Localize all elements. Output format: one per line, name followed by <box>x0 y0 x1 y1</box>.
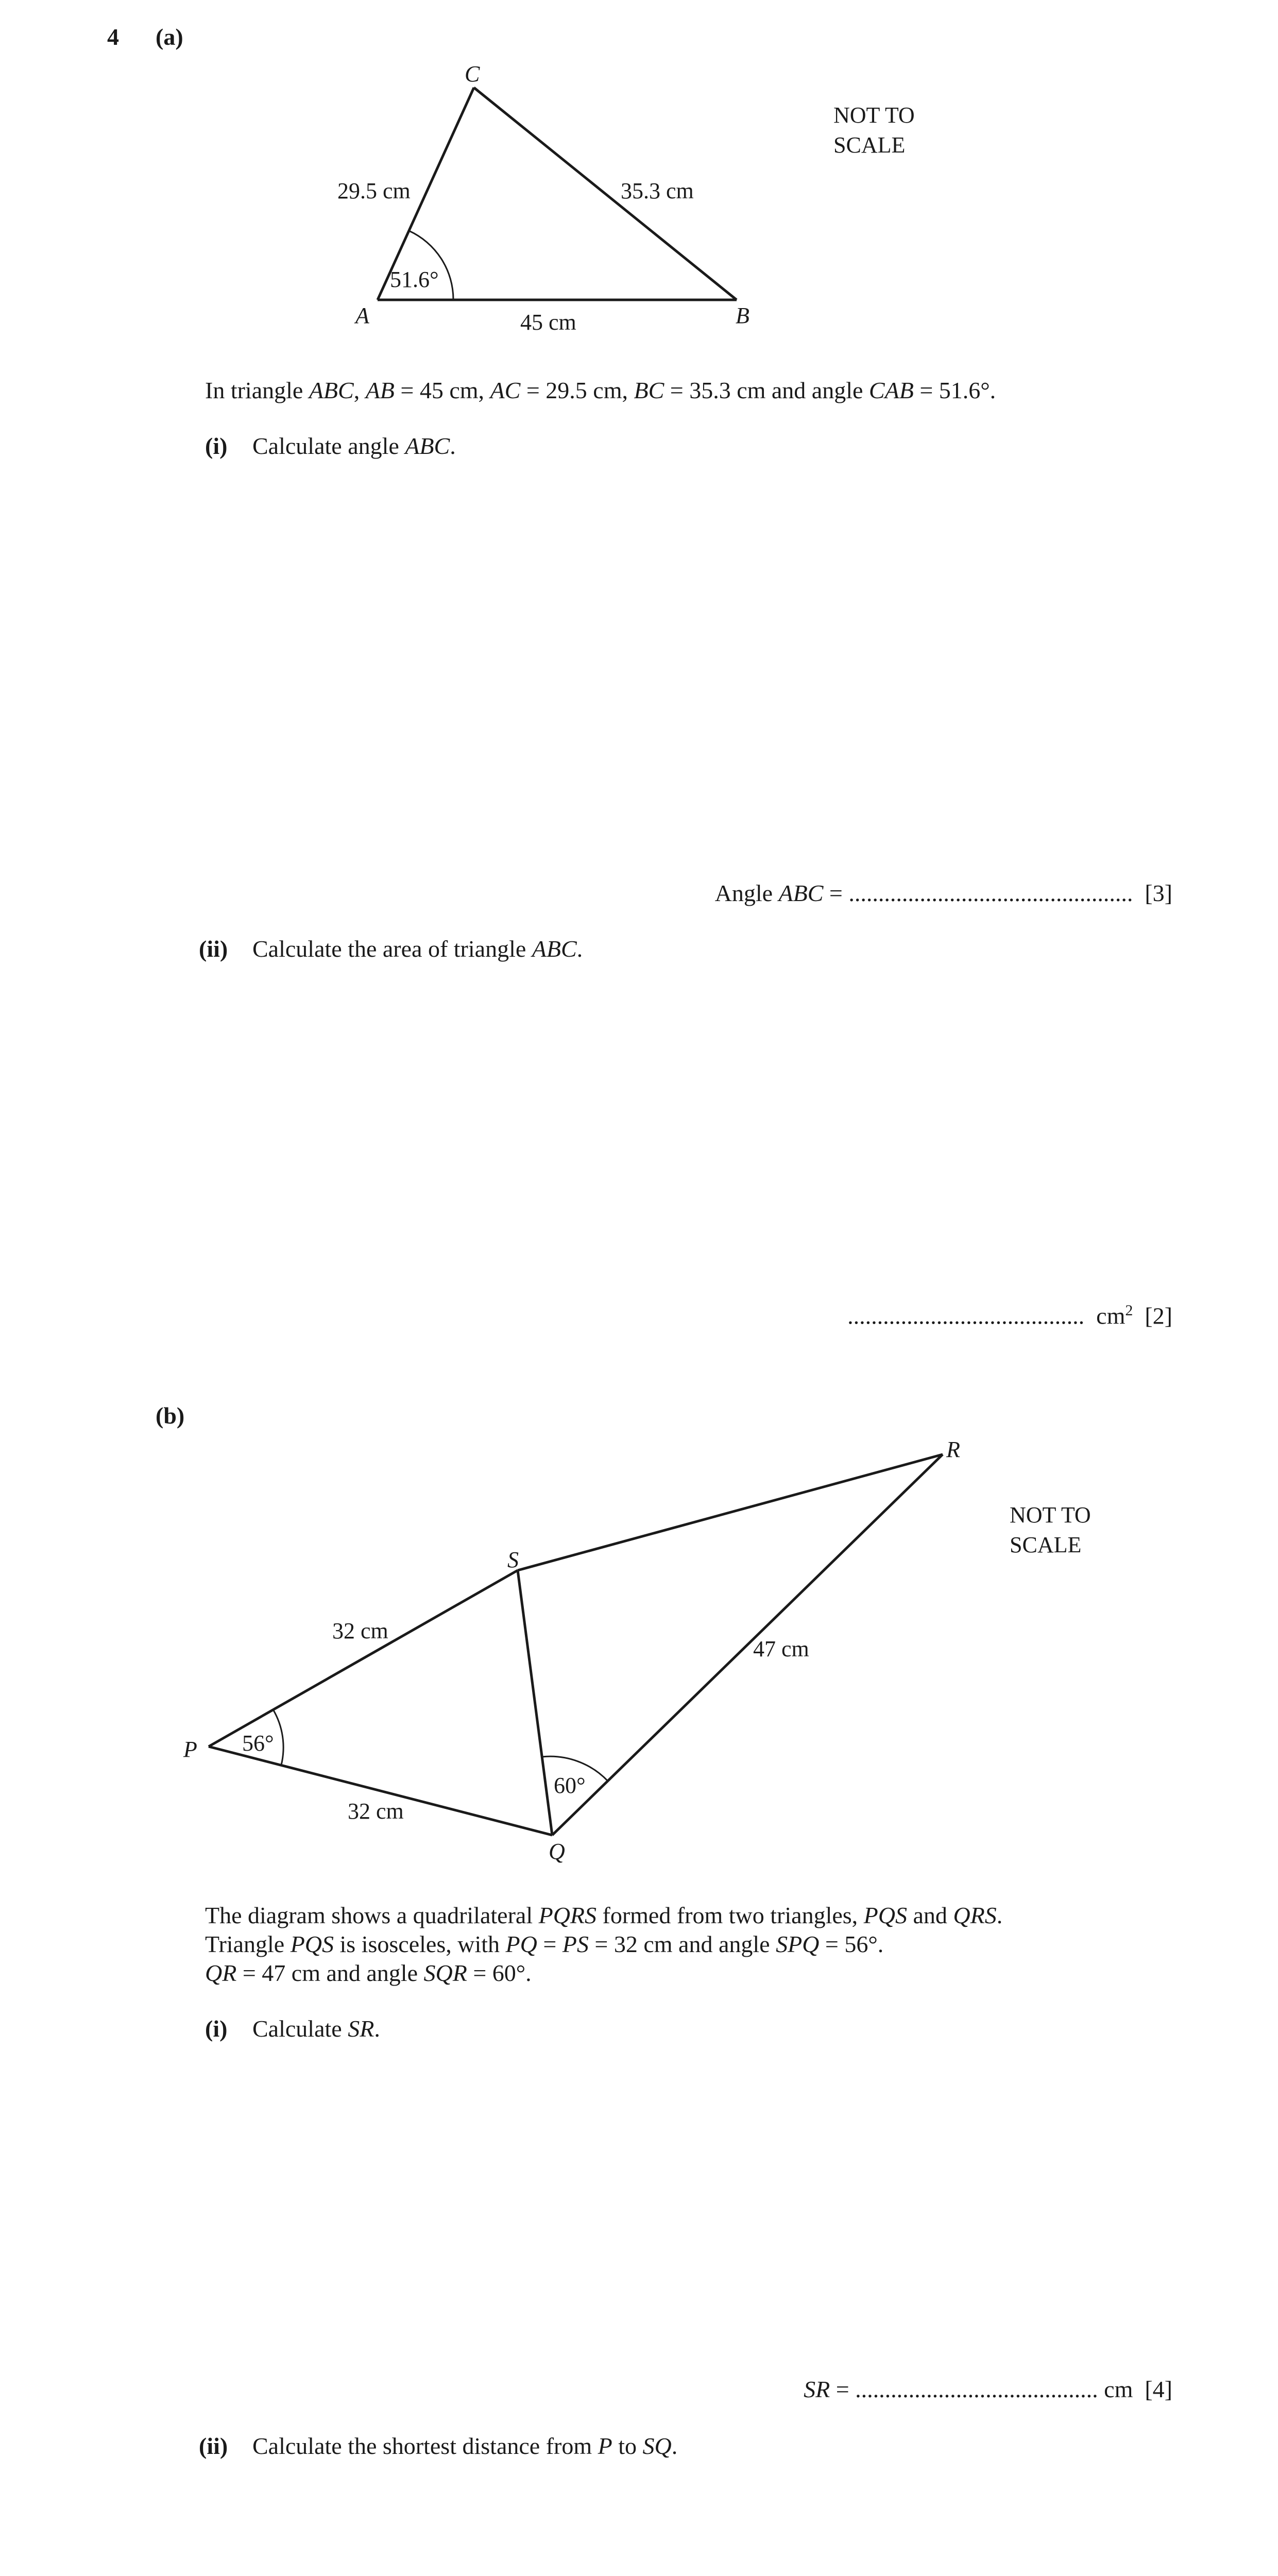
part-b-ii-label: (ii) <box>199 2433 228 2459</box>
part-b-intro-line3: QR = 47 cm and angle SQR = 60°. <box>205 1960 532 1986</box>
part-a-i-question: Calculate angle ABC. <box>252 433 456 459</box>
not-to-scale-line2: SCALE <box>1010 1532 1082 1557</box>
part-a-ii-label: (ii) <box>199 936 228 962</box>
vertex-s-label: S <box>507 1547 519 1572</box>
part-a-ii-question: Calculate the area of triangle ABC. <box>252 936 583 962</box>
triangle-abc-diagram <box>0 0 1278 371</box>
part-a-i-answer-line: Angle ABC = ................................................ [3] <box>714 880 1172 906</box>
marks: [3] <box>1145 880 1172 906</box>
side-ab-label: 45 cm <box>520 310 576 335</box>
angle-a-label: 51.6° <box>390 267 439 292</box>
question-number: 4 <box>107 24 119 50</box>
answer-dots[interactable]: ......................................... <box>855 2376 1098 2402</box>
side-ps-line <box>209 1570 518 1747</box>
vertex-r-label: R <box>946 1437 960 1462</box>
side-sr-line <box>518 1454 943 1570</box>
angle-p-label: 56° <box>242 1731 274 1756</box>
part-b-i-answer-line: SR = ......................................... cm [4] <box>804 2376 1172 2402</box>
angle-p-arc <box>273 1709 283 1765</box>
answer-dots[interactable]: ................................................ <box>848 880 1133 906</box>
answer-dots[interactable]: ........................................ <box>847 1302 1085 1329</box>
vertex-p-label: P <box>183 1737 197 1762</box>
side-bc-label: 35.3 cm <box>621 178 694 204</box>
side-ps-label: 32 cm <box>332 1618 388 1643</box>
part-b-ii-question: Calculate the shortest distance from P to SQ. <box>252 2433 678 2459</box>
side-sq-line <box>518 1570 552 1835</box>
part-b-intro-line2: Triangle PQS is isosceles, with PQ = PS = 32 cm and angle SPQ = 56°. <box>205 1931 884 1957</box>
side-qr-line <box>552 1454 943 1835</box>
part-a-ii-answer-line: ........................................ $cm^2$ [2] <box>847 1302 1172 1329</box>
not-to-scale-line1: NOT TO <box>833 103 915 128</box>
part-b-i-label: (i) <box>205 2015 228 2042</box>
part-a-label: (a) <box>156 24 183 50</box>
part-a-intro: In triangle ABC, AB = 45 cm, AC = 29.5 cm, BC = 35.3 cm and angle CAB = 51.6°. <box>205 377 996 403</box>
marks: [2] <box>1145 1302 1172 1329</box>
side-bc-line <box>474 88 737 300</box>
vertex-c-label: C <box>465 61 480 87</box>
marks: [4] <box>1145 2376 1172 2402</box>
part-b-i-question: Calculate SR. <box>252 2015 380 2042</box>
not-to-scale-line1: NOT TO <box>1010 1502 1091 1528</box>
side-qr-label: 47 cm <box>753 1636 809 1662</box>
vertex-a-label: A <box>355 303 369 328</box>
not-to-scale-line2: SCALE <box>833 132 906 158</box>
vertex-q-label: Q <box>549 1839 565 1864</box>
side-ac-label: 29.5 cm <box>337 178 411 204</box>
part-a-i-label: (i) <box>205 433 228 459</box>
part-b-label: (b) <box>156 1402 185 1429</box>
side-pq-label: 32 cm <box>348 1799 404 1824</box>
angle-q-label: 60° <box>554 1773 586 1798</box>
vertex-b-label: B <box>736 303 749 328</box>
part-b-intro-line1: The diagram shows a quadrilateral PQRS formed from two triangles, PQS and QRS. <box>205 1902 1003 1928</box>
quadrilateral-pqrs-diagram <box>0 1422 1278 1875</box>
